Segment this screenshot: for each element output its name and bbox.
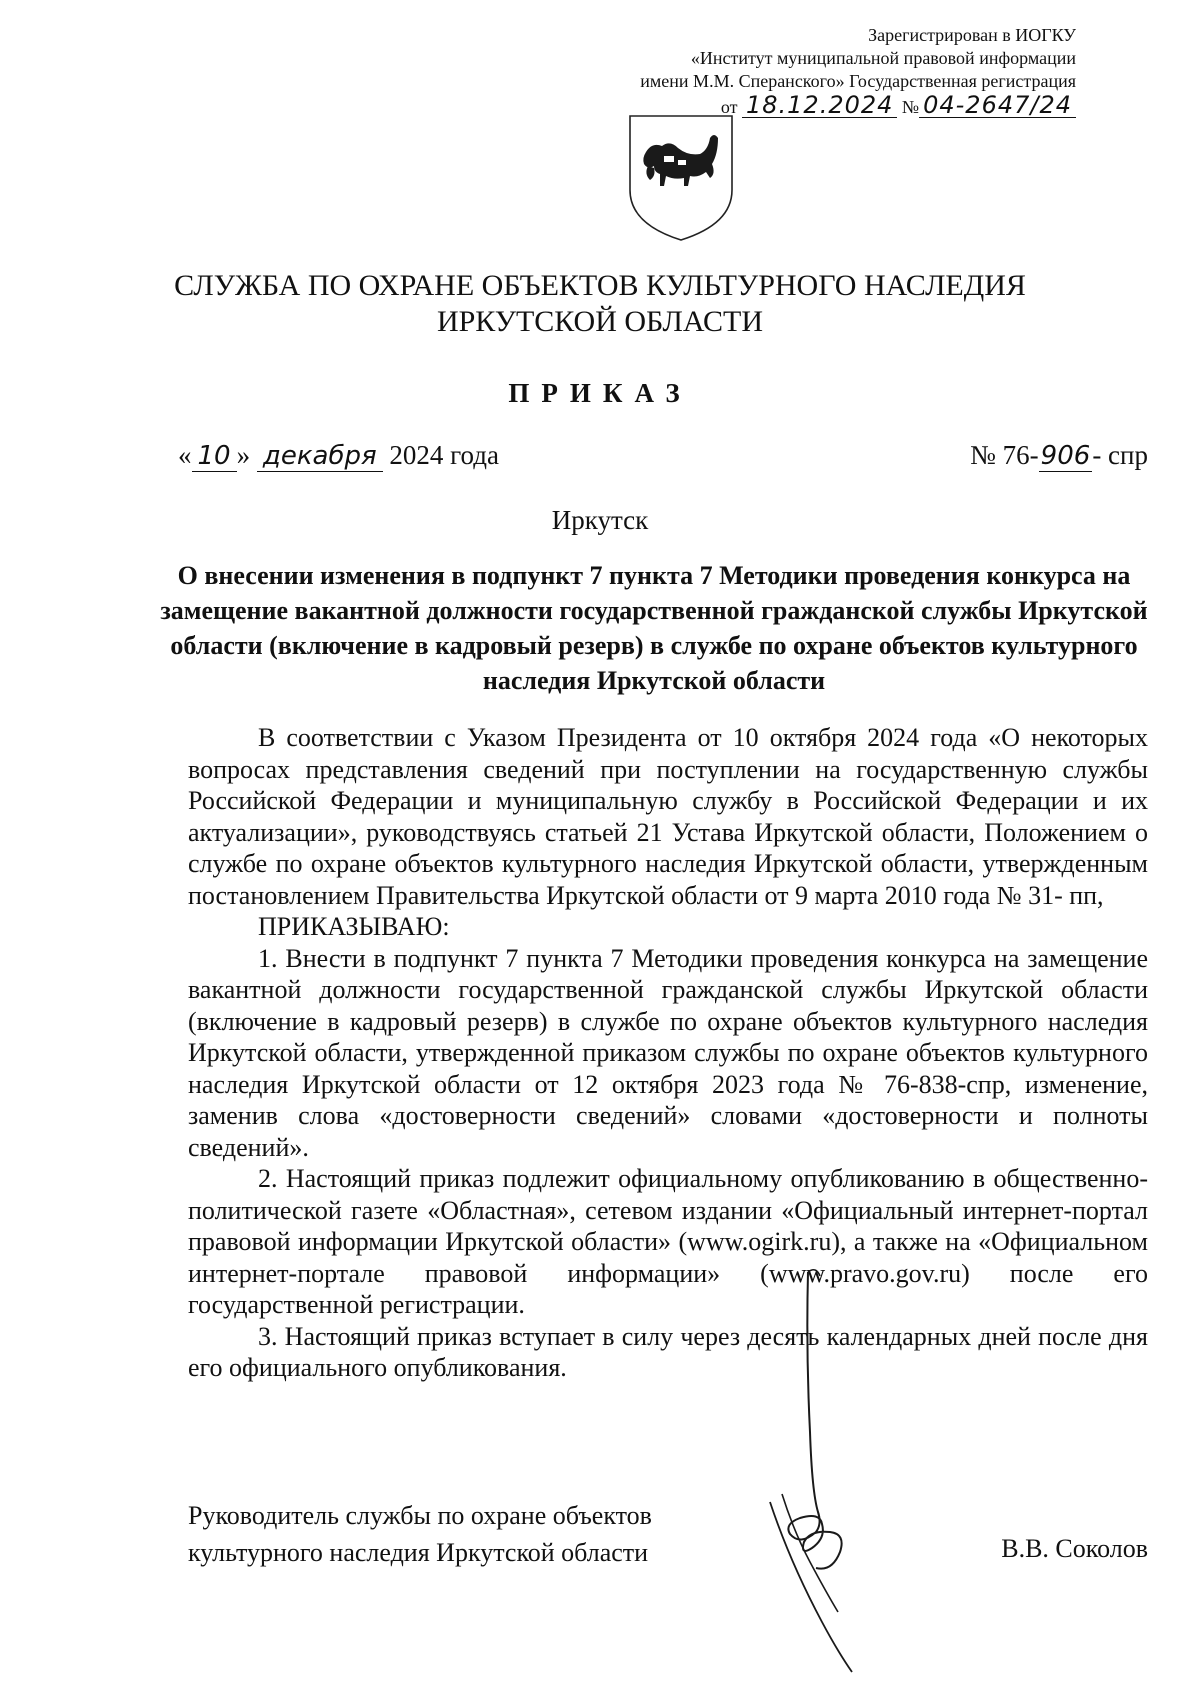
order-number: [970, 440, 1148, 472]
signatory-title: [188, 1497, 652, 1571]
handwritten-signature: [760, 1262, 900, 1682]
order-number-suffix: - спр: [1092, 440, 1148, 470]
organization-name-line-2: ИРКУТСКОЙ ОБЛАСТИ: [436, 305, 764, 338]
stamp-from-label: от: [720, 97, 738, 117]
order-item-2: 2. Настоящий приказ подлежит официальному опубликованию в общественно-политической газете «Областная», сетевом издании «Официальный интернет-портал правовой информации Иркутской области» (www.ogirk.ru), а также на «Официальном интернет-портале правовой информации» (www.pravo.gov.ru) после его государственной регистрации.: [188, 1164, 1148, 1319]
order-number-handwritten: 906: [1040, 441, 1091, 471]
order-body: [188, 722, 1148, 1384]
order-year: 2024 года: [389, 440, 499, 470]
order-date: [178, 440, 499, 472]
order-item-1: 1. Внести в подпункт 7 пункта 7 Методики проведения конкурса на замещение вакантной должности государственной гражданской службы Иркутской области (включение в кадровый резерв) в службе по охране объектов культурного наследия Иркутской области, утвержденной приказом службы по охране объектов культурного наследия Иркутской области от 12 октября 2023 года № 76-838-спр, изменение, заменив слова «достоверности сведений» словами «достоверности и полноты сведений».: [188, 943, 1148, 1162]
stamp-registration-date: 18.12.2024: [742, 93, 897, 118]
quote-open: «: [178, 440, 192, 470]
document-type-title: ПРИКАЗ: [508, 378, 692, 408]
signatory-title-line-2: культурного наследия Иркутской области: [188, 1538, 649, 1567]
stamp-line-3: имени М.М. Сперанского» Государственная регистрация: [640, 71, 1076, 91]
order-number-prefix: № 76-: [970, 440, 1039, 470]
order-subject: О внесении изменения в подпункт 7 пункта 7 Методики проведения конкурса на замещение вакантной должности государственной гражданской службы Иркутской области (включение в кадровый резерв) в службе по охране объектов культурного наследия Иркутской области: [160, 561, 1148, 695]
stamp-line-1: Зарегистрирован в ИОГКУ: [868, 25, 1076, 45]
stamp-registration-number: 04-2647/24: [919, 93, 1076, 118]
registration-stamp: [516, 24, 1076, 119]
order-month: декабря: [257, 441, 383, 472]
irkutsk-coat-of-arms-icon: [626, 112, 736, 244]
organization-name: [0, 268, 1200, 340]
stamp-number-label: №: [901, 97, 920, 117]
organization-name-line-1: СЛУЖБА ПО ОХРАНЕ ОБЪЕКТОВ КУЛЬТУРНОГО НАСЛЕДИЯ: [174, 269, 1026, 302]
quote-close: »: [236, 440, 251, 470]
signatory-title-line-1: Руководитель службы по охране объектов: [188, 1501, 652, 1530]
stamp-line-4: [516, 93, 1076, 119]
stamp-line-2: «Институт муниципальной правовой информации: [690, 48, 1076, 68]
orders-heading: ПРИКАЗЫВАЮ:: [258, 912, 450, 941]
signatory-name: В.В. Соколов: [1001, 1534, 1148, 1563]
preamble-paragraph: В соответствии с Указом Президента от 10 октября 2024 года «О некоторых вопросах представления сведений при поступлении на государственную службы Российской Федерации и муниципальную службу в Российской Федерации и их актуализации», руководствуясь статьей 21 Устава Иркутской области, Положением о службе по охране объектов культурного наследия Иркутской области, утвержденным постановлением Правительства Иркутской области от 9 марта 2010 года № 31- пп,: [188, 723, 1148, 910]
city: Иркутск: [551, 505, 649, 535]
order-item-3: 3. Настоящий приказ вступает в силу через десять календарных дней после дня его официального опубликования.: [188, 1321, 1148, 1382]
order-day: 10: [192, 441, 237, 472]
